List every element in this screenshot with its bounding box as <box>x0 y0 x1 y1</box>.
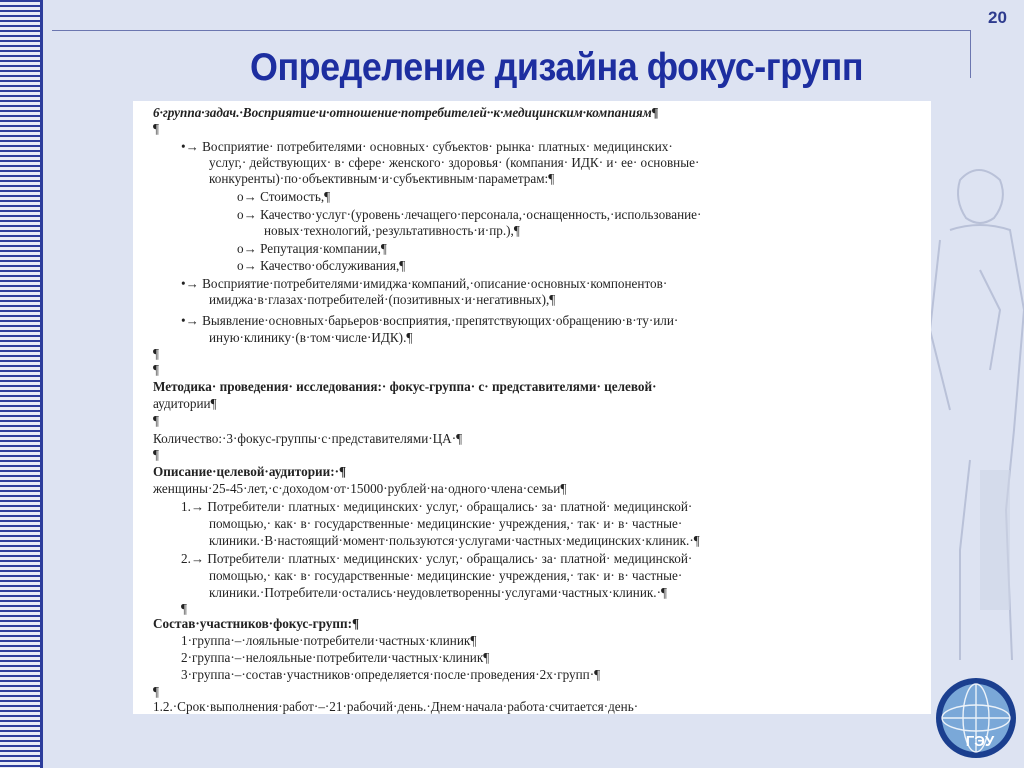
bullet-item: •→ Восприятие· потребителями· основных· субъектов· рынка· платных· медицинских· <box>181 139 673 154</box>
background-figure-illustration <box>920 130 1024 670</box>
doc-audience-heading: Описание·целевой·аудитории:·¶ <box>153 464 347 479</box>
doc-quantity-line: Количество:·3·фокус-группы·с·представителями·ЦА·¶ <box>153 431 463 446</box>
doc-line: 3·группа·–·состав·участников·определяется·после·проведения·2х·групп·¶ <box>181 667 601 682</box>
doc-line: ¶ <box>181 601 187 616</box>
doc-line: помощью,· как· в· государственные· медицинские· учреждения,· так· и· в· частные· <box>209 516 683 531</box>
doc-method-line: Методика· проведения· исследования:· фокус-группа· с· представителями· целевой· <box>153 379 657 394</box>
sub-bullet-item: о→ Стоимость,¶ <box>237 189 331 204</box>
doc-line: ¶ <box>153 346 159 361</box>
doc-line: ¶ <box>153 362 159 377</box>
slide-title: Определение дизайна фокус-групп <box>250 46 864 89</box>
doc-line: ¶ <box>153 447 159 462</box>
doc-participants-heading: Состав·участников·фокус-групп:¶ <box>153 616 360 631</box>
doc-line: клиники.·Потребители·остались·неудовлетворенны·услугами·частных·клиник.·¶ <box>209 585 667 600</box>
doc-deadline-line: 1.2.·Срок·выполнения·работ·–·21·рабочий·день.·Днем·начала·работа·считается·день· <box>153 699 639 714</box>
header-corner-rule <box>970 30 971 78</box>
document-screenshot <box>133 101 931 714</box>
doc-line: конкуренты)·по·объективным·и·субъективным·параметрам:¶ <box>209 171 555 186</box>
doc-line: ¶ <box>153 413 159 428</box>
sub-bullet-item: о→ Репутация·компании,¶ <box>237 241 387 256</box>
page-number: 20 <box>988 8 1007 27</box>
logo-text: ГЭУ <box>965 733 995 750</box>
numbered-item: 2.→ Потребители· платных· медицинских· услуг,· обращались· за· платной· медицинской· <box>181 551 693 566</box>
doc-line: аудитории¶ <box>153 396 217 411</box>
doc-line: ¶ <box>153 121 159 136</box>
doc-line: помощью,· как· в· государственные· медицинские· учреждения,· так· и· в· частные· <box>209 568 683 583</box>
doc-line: 1·группа·–·лояльные·потребители·частных·клиник¶ <box>181 633 477 648</box>
doc-line: женщины·25-45·лет,·с·доходом·от·15000·рублей·на·одного·члена·семьи¶ <box>153 481 567 496</box>
doc-heading: 6·группа·задач.·Восприятие·и·отношение·потребителей··к·медицинским·компаниям¶ <box>153 105 659 120</box>
bullet-item: •→ Восприятие·потребителями·имиджа·компаний,·описание·основных·компонентов· <box>181 276 668 291</box>
sub-bullet-item: о→ Качество·обслуживания,¶ <box>237 258 406 273</box>
university-logo <box>934 676 1018 760</box>
doc-line: ¶ <box>153 684 159 699</box>
sub-bullet-item: о→ Качество·услуг·(уровень·лечащего·персонала,·оснащенность,·использование· <box>237 207 702 222</box>
doc-line: новых·технологий,·результативность·и·пр.),¶ <box>264 223 520 238</box>
doc-line: 2·группа·–·нелояльные·потребители·частных·клиник¶ <box>181 650 490 665</box>
doc-line: услуг,· действующих· в· сфере· женского· здоровья· (компания· ИДК· и· ее· основные· <box>209 155 700 170</box>
left-decorative-stripe <box>0 0 40 768</box>
doc-line: иную·клинику·(в·том·числе·ИДК).¶ <box>209 330 413 345</box>
header-rule <box>52 30 970 31</box>
doc-line: клиники.·В·настоящий·момент·пользуются·услугами·частных·медицинских·клиник.·¶ <box>209 533 700 548</box>
doc-line: имиджа·в·глазах·потребителей·(позитивных·и·негативных),¶ <box>209 292 556 307</box>
bullet-item: •→ Выявление·основных·барьеров·восприятия,·препятствующих·обращению·в·ту·или· <box>181 313 679 328</box>
numbered-item: 1.→ Потребители· платных· медицинских· услуг,· обращались· за· платной· медицинской· <box>181 499 693 514</box>
